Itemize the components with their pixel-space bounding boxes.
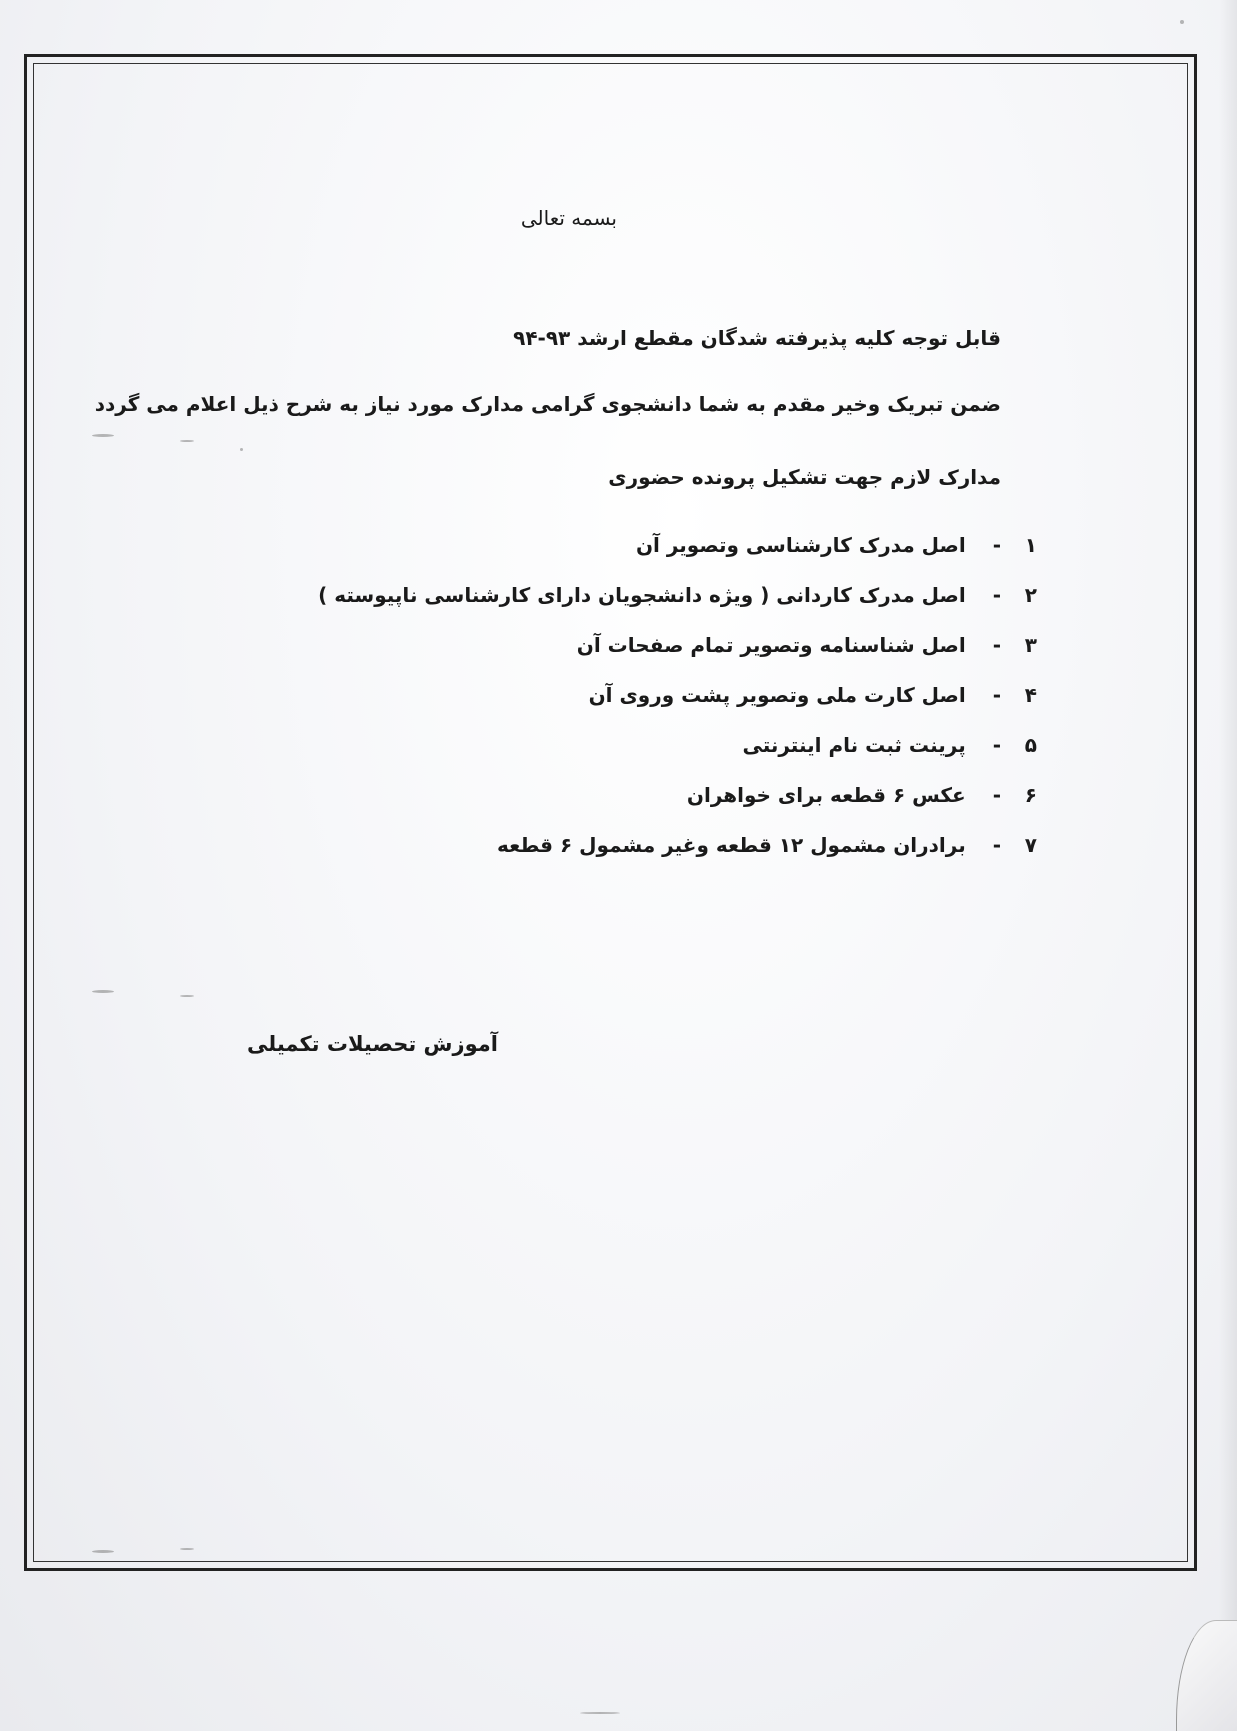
- scan-speck: [240, 448, 243, 451]
- item-text: عکس ۶ قطعه برای خواهران: [686, 783, 966, 807]
- item-text: اصل شناسنامه وتصویر تمام صفحات آن: [576, 633, 966, 657]
- scan-speck: [180, 995, 194, 997]
- item-number: ۶: [1024, 783, 1037, 807]
- notice-line: قابل توجه کلیه پذیرفته شدگان مقطع ارشد ۹۳-۹۴: [513, 326, 1001, 350]
- item-number: ۵: [1024, 733, 1037, 757]
- required-documents-heading: مدارک لازم جهت تشکیل پرونده حضوری: [608, 465, 1001, 489]
- item-text: اصل کارت ملی وتصویر پشت وروی آن: [588, 683, 966, 707]
- item-text: اصل مدرک کاردانی ( ویژه دانشجویان دارای کارشناسی ناپیوسته ): [318, 583, 966, 607]
- scan-speck: [180, 1548, 194, 1550]
- item-number: ۴: [1024, 683, 1037, 707]
- item-number: ۷: [1024, 833, 1037, 857]
- required-documents-list: [318, 530, 1037, 880]
- list-item: ۴- اصل کارت ملی وتصویر پشت وروی آن: [318, 680, 1037, 730]
- scan-speck: [180, 440, 194, 442]
- item-number: ۳: [1024, 633, 1037, 657]
- item-text: برادران مشمول ۱۲ قطعه وغیر مشمول ۶ قطعه: [497, 833, 966, 857]
- congratulations-line: ضمن تبریک وخیر مقدم به شما دانشجوی گرامی مدارک مورد نیاز به شرح ذیل اعلام می گردد: [94, 392, 1001, 416]
- list-item: ۶- عکس ۶ قطعه برای خواهران: [318, 780, 1037, 830]
- scan-speck: [1180, 20, 1184, 24]
- item-text: پرینت ثبت نام اینترنتی: [742, 733, 966, 757]
- basmala-heading: بسمه تعالی: [520, 206, 617, 230]
- page-edge-shadow: [1219, 0, 1237, 1731]
- scan-speck: [92, 990, 114, 993]
- item-text: اصل مدرک کارشناسی وتصویر آن: [635, 533, 966, 557]
- list-item: ۷- برادران مشمول ۱۲ قطعه وغیر مشمول ۶ قطعه: [318, 830, 1037, 880]
- list-item: ۲- اصل مدرک کاردانی ( ویژه دانشجویان دارای کارشناسی ناپیوسته ): [318, 580, 1037, 630]
- item-number: ۱: [1024, 533, 1037, 557]
- list-item: ۳- اصل شناسنامه وتصویر تمام صفحات آن: [318, 630, 1037, 680]
- list-item: ۵- پرینت ثبت نام اینترنتی: [318, 730, 1037, 780]
- scan-speck: [92, 1550, 114, 1553]
- scan-speck: [92, 434, 114, 437]
- signature-office: آموزش تحصیلات تکمیلی: [247, 1032, 498, 1056]
- list-item: ۱- اصل مدرک کارشناسی وتصویر آن: [318, 530, 1037, 580]
- item-number: ۲: [1024, 583, 1037, 607]
- page-corner-curl: [1176, 1620, 1237, 1731]
- scan-speck: [580, 1712, 620, 1714]
